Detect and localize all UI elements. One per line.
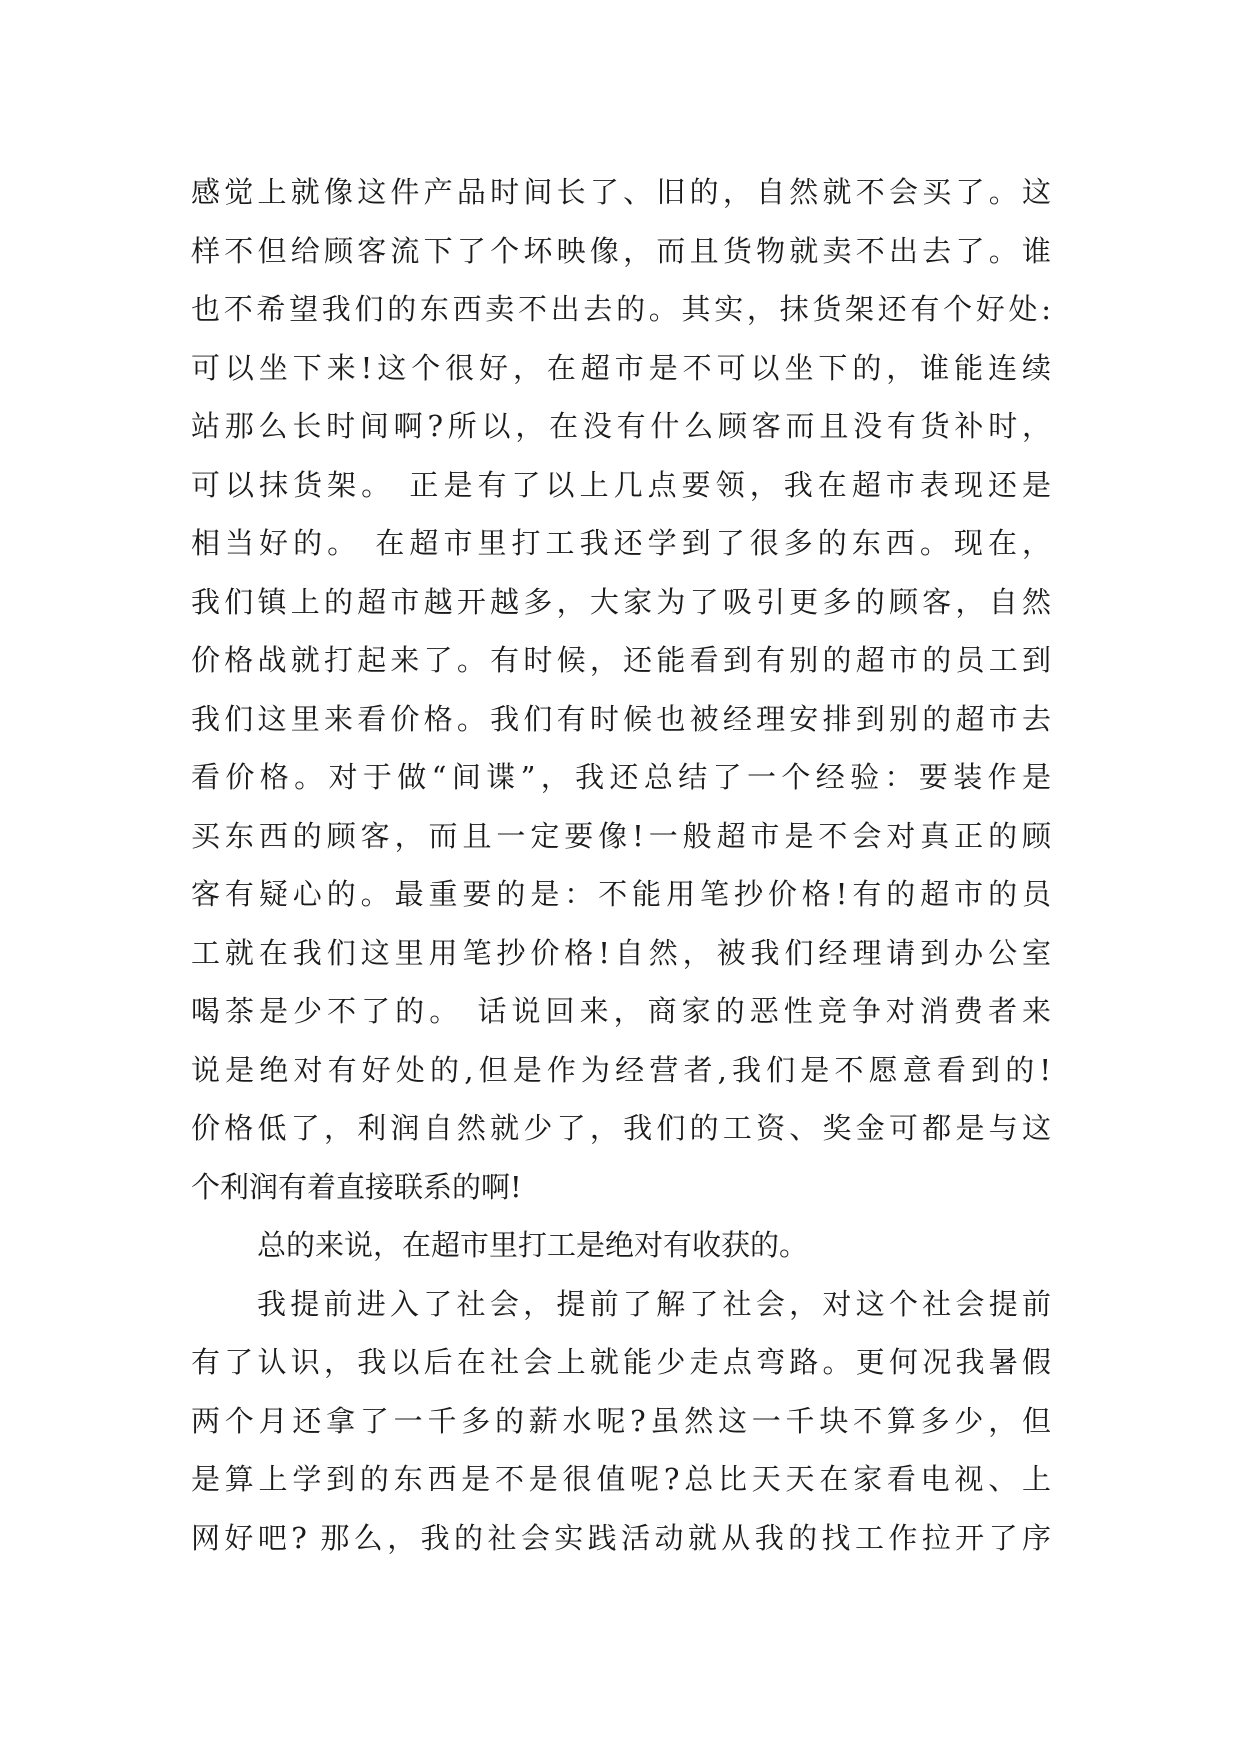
text-line: 是算上学到的东西是不是很值呢?总比天天在家看电视、上 <box>191 1462 1051 1496</box>
text-line: 感觉上就像这件产品时间长了、旧的，自然就不会买了。这 <box>191 175 1051 209</box>
text-line: 两个月还拿了一千多的薪水呢?虽然这一千块不算多少，但 <box>191 1403 1051 1438</box>
paragraph-line: 总的来说，在超市里打工是绝对有收获的。 <box>257 1228 809 1262</box>
text-line: 客有疑心的。最重要的是：不能用笔抄价格!有的超市的员 <box>191 877 1051 911</box>
text-line: 说是绝对有好处的,但是作为经营者,我们是不愿意看到的! <box>191 1052 1051 1087</box>
text-line: 喝茶是少不了的。 话说回来，商家的恶性竞争对消费者来 <box>191 994 1051 1028</box>
text-line: 网好吧? 那么，我的社会实践活动就从我的找工作拉开了序 <box>191 1520 1051 1555</box>
text-line: 样不但给顾客流下了个坏映像，而且货物就卖不出去了。谁 <box>191 233 1051 268</box>
text-line: 可以抹货架。 正是有了以上几点要领，我在超市表现还是 <box>191 467 1051 502</box>
text-line: 买东西的顾客，而且一定要像!一般超市是不会对真正的顾 <box>191 818 1051 853</box>
text-line: 站那么长时间啊?所以，在没有什么顾客而且没有货补时， <box>191 409 1051 443</box>
text-line: 看价格。对于做“间谍”，我还总结了一个经验：要装作是 <box>191 760 1051 794</box>
text-line: 工就在我们这里用笔抄价格!自然，被我们经理请到办公室 <box>191 935 1051 970</box>
text-line: 价格低了，利润自然就少了，我们的工资、奖金可都是与这 <box>191 1111 1051 1145</box>
text-line: 个利润有着直接联系的啊! <box>191 1169 522 1204</box>
text-line: 我们这里来看价格。我们有时候也被经理安排到别的超市去 <box>191 701 1051 736</box>
body-text <box>191 163 1051 1567</box>
text-line: 我们镇上的超市越开越多，大家为了吸引更多的顾客，自然 <box>191 584 1051 619</box>
text-line: 也不希望我们的东西卖不出去的。其实，抹货架还有个好处: <box>191 292 1051 326</box>
text-line: 有了认识，我以后在社会上就能少走点弯路。更何况我暑假 <box>191 1345 1051 1379</box>
text-line: 可以坐下来!这个很好，在超市是不可以坐下的，谁能连续 <box>191 350 1051 385</box>
text-line: 相当好的。 在超市里打工我还学到了很多的东西。现在， <box>191 526 1051 560</box>
paragraph-line: 我提前进入了社会，提前了解了社会，对这个社会提前 <box>257 1286 1051 1321</box>
text-line: 价格战就打起来了。有时候，还能看到有别的超市的员工到 <box>191 643 1051 677</box>
